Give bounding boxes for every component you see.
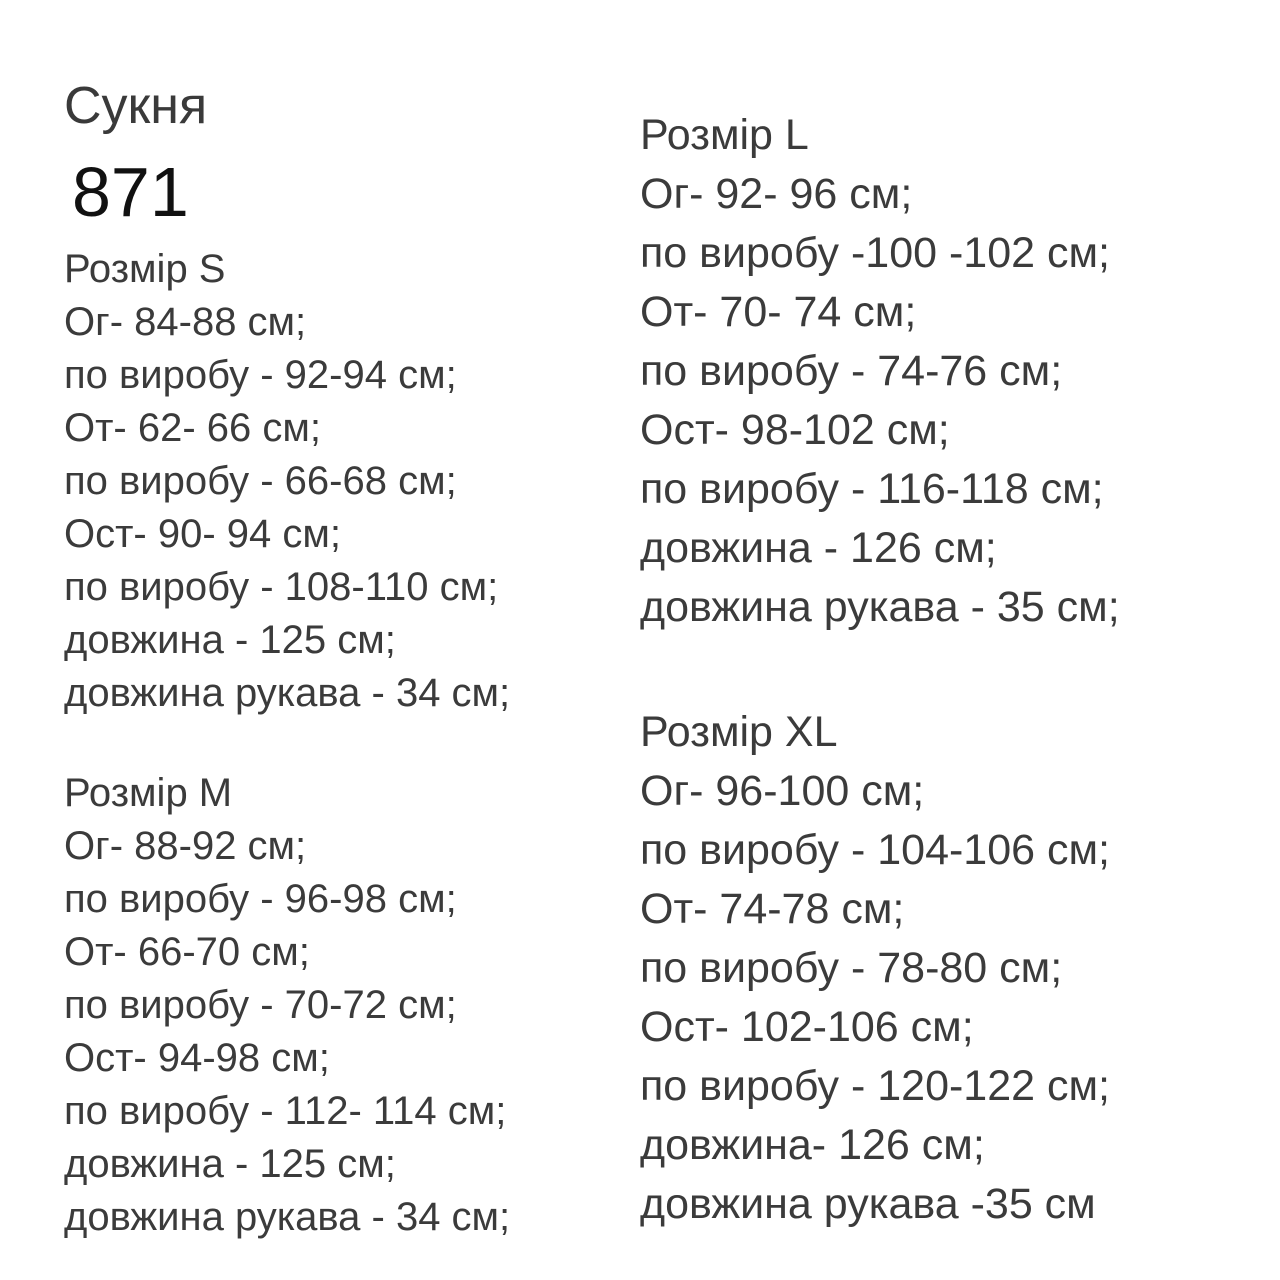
size-block-m [64, 767, 510, 1244]
measurement-line: по виробу - 104-106 см; [640, 826, 1110, 874]
measurement-line: Ост- 102-106 см; [640, 1003, 974, 1051]
size-heading-s: Розмір S [64, 247, 226, 291]
measurement-line: довжина - 126 см; [640, 524, 997, 572]
measurement-line: Ост- 94-98 см; [64, 1036, 330, 1080]
measurement-line: по виробу - 70-72 см; [64, 983, 457, 1027]
measurement-line: по виробу - 120-122 см; [640, 1062, 1110, 1110]
measurement-line: довжина - 125 см; [64, 618, 396, 662]
measurement-list-xl [640, 762, 1110, 1234]
model-number: 871 [72, 153, 189, 231]
document-title: Сукня [64, 77, 208, 135]
measurement-line: Ог- 88-92 см; [64, 824, 307, 868]
measurement-list-m [64, 820, 510, 1244]
measurement-line: по виробу -100 -102 см; [640, 229, 1110, 277]
measurement-line: по виробу - 116-118 см; [640, 465, 1104, 513]
measurement-line: по виробу - 92-94 см; [64, 353, 457, 397]
measurement-list-l [640, 165, 1120, 637]
measurement-line: довжина рукава -35 см [640, 1180, 1096, 1228]
measurement-line: по виробу - 66-68 см; [64, 459, 457, 503]
size-heading-m: Розмір M [64, 771, 233, 815]
measurement-line: От- 62- 66 см; [64, 406, 322, 450]
measurement-line: Ост- 90- 94 см; [64, 512, 342, 556]
measurement-line: довжина рукава - 34 см; [64, 671, 511, 715]
size-block-xl [640, 703, 1110, 1234]
measurement-line: От- 70- 74 см; [640, 288, 917, 336]
measurement-line: по виробу - 108-110 см; [64, 565, 499, 609]
measurement-line: Ост- 98-102 см; [640, 406, 950, 454]
measurement-line: Ог- 96-100 см; [640, 767, 925, 815]
measurement-line: Ог- 84-88 см; [64, 300, 307, 344]
measurement-line: От- 66-70 см; [64, 930, 310, 974]
measurement-line: по виробу - 74-76 см; [640, 347, 1063, 395]
measurement-line: Ог- 92- 96 см; [640, 170, 913, 218]
measurement-line: От- 74-78 см; [640, 885, 905, 933]
measurement-line: по виробу - 112- 114 см; [64, 1089, 507, 1133]
size-block-l [640, 106, 1120, 637]
measurement-line: довжина рукава - 34 см; [64, 1195, 511, 1239]
measurement-line: довжина- 126 см; [640, 1121, 985, 1169]
size-block-s [64, 243, 510, 720]
size-heading-xl: Розмір XL [640, 708, 838, 756]
size-heading-l: Розмір L [640, 111, 809, 159]
measurement-line: по виробу - 78-80 см; [640, 944, 1063, 992]
measurement-line: довжина рукава - 35 см; [640, 583, 1120, 631]
measurement-line: по виробу - 96-98 см; [64, 877, 457, 921]
measurement-list-s [64, 296, 510, 720]
measurement-line: довжина - 125 см; [64, 1142, 396, 1186]
